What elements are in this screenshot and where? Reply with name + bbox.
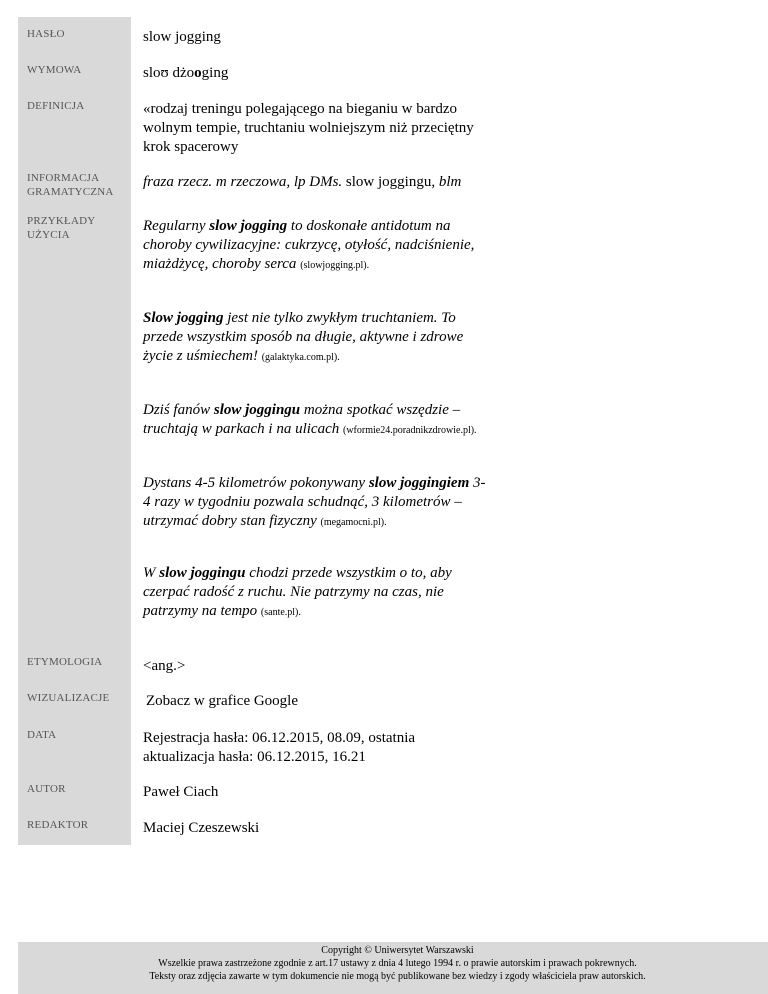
example-1 <box>143 217 488 275</box>
footer-copyright: Copyright © Uniwersytet Warszawski <box>321 945 474 956</box>
example-text-pre: Regularny <box>143 218 210 234</box>
label-informacja-gramatyczna <box>27 171 131 199</box>
example-2 <box>143 309 488 367</box>
example-3 <box>143 401 503 440</box>
label-gram-line-2: GRAMATYCZNA <box>27 186 114 198</box>
example-4 <box>143 474 488 532</box>
example-source: (megamocni.pl). <box>320 517 387 528</box>
value-data: Rejestracja hasła: 06.12.2015, 08.09, ostatnia aktualizacja hasła: 06.12.2015, 16.21 <box>143 730 416 765</box>
google-images-link[interactable]: Zobacz w grafice Google <box>146 693 299 709</box>
value-wymowa <box>143 64 503 83</box>
label-etymologia: ETYMOLOGIA <box>27 656 103 668</box>
label-przyklady-line-2: UŻYCIA <box>27 229 70 241</box>
label-wizualizacje: WIZUALIZACJE <box>27 692 110 704</box>
example-text-pre: Dystans 4-5 kilometrów pokonywany <box>143 475 369 491</box>
example-text-pre: W <box>143 565 160 581</box>
wymowa-part-1: sloʊ dżo <box>143 65 195 81</box>
copyright-footer <box>18 942 768 994</box>
label-gram-line-1: INFORMACJA <box>27 172 100 184</box>
footer-notice: Teksty oraz zdjęcia zawarte w tym dokumencie nie mogą być publikowane bez wiedzy i zgody właściciela praw autorskich. <box>149 971 646 982</box>
example-keyword: slow jogging <box>209 218 288 234</box>
gram-plain: slow joggingu, <box>342 174 439 190</box>
example-source: (wformie24.poradnikzdrowie.pl). <box>342 425 477 436</box>
wymowa-part-2: ging <box>201 65 229 81</box>
example-text-post: 3-4 razy w tygodniu pozwala schudnąć, 3 kilometrów – utrzymać dobry stan fizyczny <box>143 475 486 529</box>
label-przyklady <box>27 214 131 242</box>
label-column-background <box>18 17 131 845</box>
wymowa-stress: o <box>194 65 202 81</box>
label-wymowa: WYMOWA <box>27 64 82 76</box>
example-keyword: Slow jogging <box>143 310 224 326</box>
example-source: (slowjogging.pl). <box>300 260 370 271</box>
footer-rights: Wszelkie prawa zastrzeżone zgodnie z art.17 ustawy z dnia 4 lutego 1994 r. o prawie autorskim i prawach pokrewnych. <box>158 958 637 969</box>
example-keyword: slow joggingu <box>159 565 246 581</box>
example-text-post: można spotkać wszędzie – truchtają w parkach i na ulicach <box>143 402 461 437</box>
example-source: (galaktyka.com.pl). <box>261 352 340 363</box>
example-source: (sante.pl). <box>260 607 301 618</box>
value-definicja: «rodzaj treningu polegającego na bieganiu w bardzo wolnym tempie, truchtaniu wolniejszym niż przeciętny krok spacerowy <box>143 101 474 155</box>
label-haslo: HASŁO <box>27 28 65 40</box>
example-keyword: slow joggingiem <box>368 475 470 491</box>
label-przyklady-line-1: PRZYKŁADY <box>27 215 96 227</box>
value-informacja-gramatyczna <box>143 173 503 192</box>
label-definicja: DEFINICJA <box>27 100 85 112</box>
example-text-post: to doskonałe antidotum na choroby cywilizacyjne: cukrzycę, otyłość, nadciśnienie, miażdżycę, choroby serca <box>143 218 475 272</box>
value-redaktor: Maciej Czeszewski <box>143 820 260 836</box>
example-5 <box>143 564 473 622</box>
example-text-pre: Dziś fanów <box>143 402 214 418</box>
example-text-post: chodzi przede wszystkim o to, aby czerpać radość z ruchu. Nie patrzymy na czas, nie patrzymy na tempo <box>143 565 452 619</box>
gram-italic-2: blm <box>438 174 462 190</box>
value-autor: Paweł Ciach <box>143 784 219 800</box>
label-data: DATA <box>27 729 57 741</box>
value-haslo: slow jogging <box>143 29 221 45</box>
example-text-post: jest nie tylko zwykłym truchtaniem. To przede wszystkim sposób na długie, aktywne i zdrowe życie z uśmiechem! <box>143 310 464 364</box>
value-etymologia: <ang.> <box>143 658 186 674</box>
label-redaktor: REDAKTOR <box>27 819 89 831</box>
example-keyword: slow joggingu <box>213 402 301 418</box>
label-autor: AUTOR <box>27 783 66 795</box>
gram-italic-1: fraza rzecz. m rzeczowa, lp DMs. <box>143 174 343 190</box>
